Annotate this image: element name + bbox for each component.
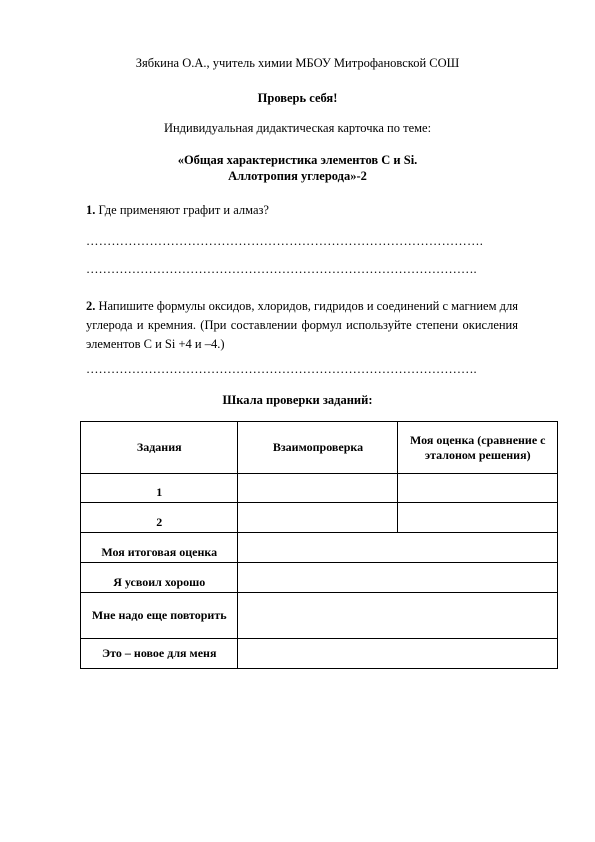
header-peer-check: Взаимопроверка [238, 422, 398, 474]
question-1-number: 1. [86, 203, 96, 217]
answer-line-1: …………………………………………………………………………………. [86, 234, 484, 248]
answer-line-2: …………………………………………………………………………………. [86, 262, 477, 276]
question-1-text: Где применяют графит и алмаз? [95, 203, 269, 217]
summary-label: Моя итоговая оценка [81, 533, 238, 563]
summary-cell[interactable] [238, 639, 558, 669]
summary-label: Это – новое для меня [81, 639, 238, 669]
scale-title: Шкала проверки заданий: [222, 393, 373, 407]
topic-line-1: «Общая характеристика элементов С и Si. [177, 153, 418, 167]
table-row [81, 639, 558, 669]
table-row [81, 503, 558, 533]
question-2 [86, 297, 518, 354]
question-2-text: Напишите формулы оксидов, хлоридов, гидридов и соединений с магнием для углерода и кремния. (При составлении формул используйте степени окисления элементов С и Si +4 и –4.) [86, 299, 518, 351]
peer-check-cell[interactable] [238, 503, 398, 533]
table-row [81, 533, 558, 563]
question-1 [86, 203, 506, 218]
table-row [81, 563, 558, 593]
summary-cell[interactable] [238, 563, 558, 593]
my-grade-cell[interactable] [398, 503, 558, 533]
card-title: Индивидуальная дидактическая карточка по теме: [163, 121, 432, 135]
table-row [81, 593, 558, 639]
answer-line-3: …………………………………………………………………………………. [86, 362, 477, 376]
header-my-grade: Моя оценка (сравнение с эталоном решения) [398, 422, 558, 474]
check-title: Проверь себя! [257, 91, 338, 105]
topic-line-2: Аллотропия углерода»-2 [228, 169, 367, 183]
peer-check-cell[interactable] [238, 474, 398, 503]
summary-cell[interactable] [238, 593, 558, 639]
task-number: 1 [81, 474, 238, 503]
summary-cell[interactable] [238, 533, 558, 563]
task-number: 2 [81, 503, 238, 533]
summary-label: Я усвоил хорошо [81, 563, 238, 593]
header-tasks: Задания [81, 422, 238, 474]
my-grade-cell[interactable] [398, 474, 558, 503]
grading-table [80, 421, 558, 669]
question-2-number: 2. [86, 299, 96, 313]
summary-label: Мне надо еще повторить [81, 593, 238, 639]
table-header-row [81, 422, 558, 474]
table-row [81, 474, 558, 503]
author-line: Зябкина О.А., учитель химии МБОУ Митрофановской СОШ [135, 56, 460, 70]
